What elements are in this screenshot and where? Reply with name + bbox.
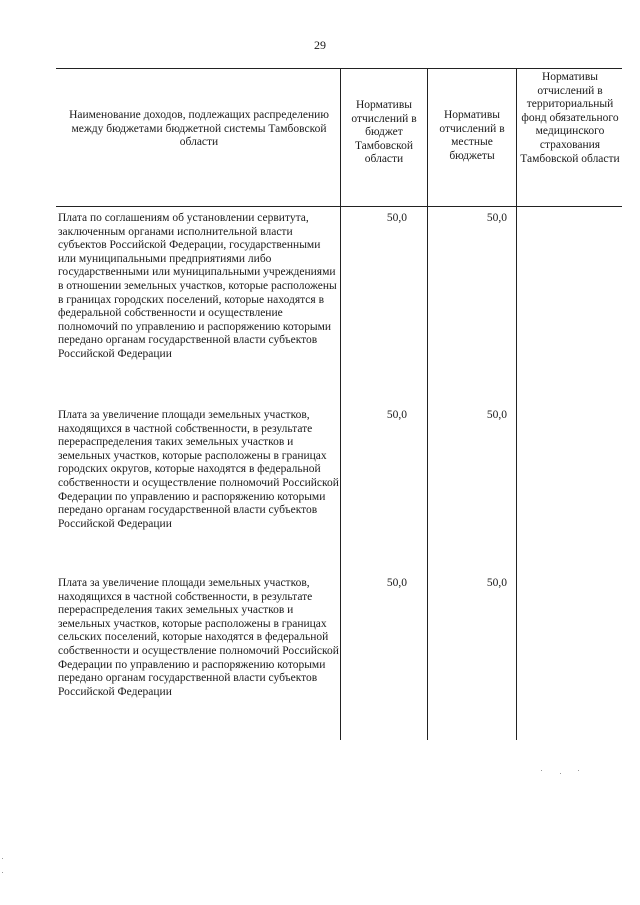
header-local: Нормативы отчислений в местные бюджеты (439, 109, 505, 162)
scan-speck (2, 872, 3, 873)
row-local-value: 50,0 (486, 212, 507, 224)
header-fund: Нормативы отчислений в территориальный фонд обязательного медицинского страхования Тамбовской области (520, 71, 620, 165)
row-local-value: 50,0 (486, 409, 507, 421)
scan-speck (541, 770, 542, 771)
row-name: Плата за увеличение площади земельных участков, находящихся в частной собственности, в результате перераспределения таких земельных участков и земельных участков, которые расположены в границах городских округов, которые находятся в федеральной собственности и осуществление полномочий Российской Федерации по управлению и распоряжению которыми передано органам государственной власти субъектов Российской Федерации (58, 409, 339, 530)
column-divider-2 (427, 68, 428, 740)
scan-speck (560, 773, 561, 774)
header-regional: Нормативы отчислений в бюджет Тамбовской области (351, 99, 417, 166)
scan-speck (578, 770, 579, 771)
row-local-value: 50,0 (486, 577, 507, 589)
scan-speck (2, 858, 3, 859)
page-number: 29 (314, 38, 326, 52)
header-name: Наименование доходов, подлежащих распределению между бюджетами бюджетной системы Тамбовской области (69, 109, 329, 149)
column-divider-1 (340, 68, 341, 740)
row-name: Плата за увеличение площади земельных участков, находящихся в частной собственности, в результате перераспределения таких земельных участков и земельных участков, которые расположены в границах сельских поселений, которые находятся в федеральной собственности и осуществление полномочий Российской Федерации по управлению и распоряжению которыми передано органам государственной власти субъектов Российской Федерации (58, 577, 339, 698)
row-regional-value: 50,0 (386, 577, 407, 589)
row-name: Плата по соглашениям об установлении сервитута, заключенным органами исполнительной власти субъектов Российской Федерации, государственными или муниципальными предприятиями либо государственными или муниципальными учреждениями в отношении земельных участков, которые расположены в границах городских поселений, которые находятся в федеральной собственности и осуществление полномочий по управлению и распоряжению которыми передано органам государственной власти субъектов Российской Федерации (58, 212, 337, 360)
table-top-border (56, 68, 622, 69)
row-regional-value: 50,0 (386, 409, 407, 421)
row-regional-value: 50,0 (386, 212, 407, 224)
header-bottom-border (56, 206, 622, 207)
column-divider-3 (516, 68, 517, 740)
